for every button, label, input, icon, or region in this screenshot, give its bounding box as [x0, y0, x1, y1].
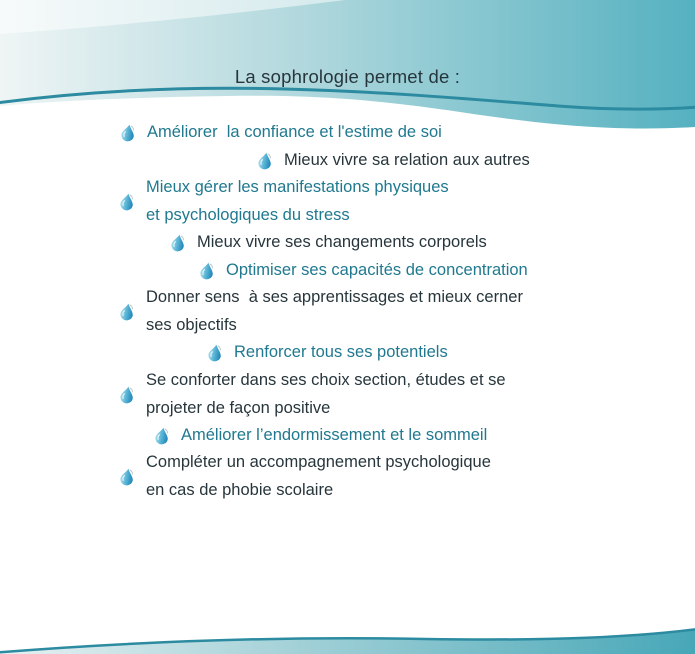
list-item — [200, 257, 528, 285]
list-item — [121, 119, 442, 147]
list-item — [208, 339, 448, 367]
list-item-text — [147, 119, 442, 147]
footer-wave — [0, 609, 695, 654]
list-item-line: Compléter un accompagnement psychologique — [146, 453, 491, 471]
list-item-line: et psychologiques du stress — [146, 205, 350, 224]
list-item-line: Se conforter dans ses choix section, études et se — [146, 371, 506, 389]
list-item-line: Mieux vivre sa relation aux autres — [284, 151, 530, 169]
list-item-text — [146, 449, 491, 504]
list-item-text — [234, 339, 448, 367]
list-item-line: projeter de façon positive — [146, 398, 331, 417]
list-item-text — [197, 229, 487, 257]
list-item-text — [181, 422, 487, 450]
water-droplet-icon — [121, 124, 135, 142]
list-item-line: Optimiser ses capacités de concentration — [226, 261, 528, 279]
list-item — [120, 174, 449, 229]
water-droplet-icon — [120, 468, 134, 486]
water-droplet-icon — [155, 427, 169, 445]
list-item-text — [146, 367, 506, 422]
list-item — [120, 284, 523, 339]
water-droplet-icon — [120, 303, 134, 321]
water-droplet-icon — [120, 193, 134, 211]
list-item — [120, 367, 506, 422]
water-droplet-icon — [200, 262, 214, 280]
list-item — [155, 422, 487, 450]
list-item-line: ses objectifs — [146, 315, 237, 334]
list-item-text — [146, 174, 449, 229]
list-item-line: Mieux gérer les manifestations physiques — [146, 178, 449, 196]
page-title: La sophrologie permet de : — [234, 66, 461, 87]
list-item-line: Améliorer la confiance et l'estime de soi — [147, 123, 442, 141]
list-item-line: Mieux vivre ses changements corporels — [197, 233, 487, 251]
list-item-line: Donner sens à ses apprentissages et mieux cerner — [146, 288, 523, 306]
water-droplet-icon — [258, 152, 272, 170]
water-droplet-icon — [120, 386, 134, 404]
list-item-text — [146, 284, 523, 339]
list-item — [171, 229, 487, 257]
list-item-line: en cas de phobie scolaire — [146, 480, 334, 499]
list-item-line: Renforcer tous ses potentiels — [234, 343, 448, 361]
list-item-line: Améliorer l’endormissement et le sommeil — [181, 426, 488, 444]
list-item-text — [226, 257, 528, 285]
list-item — [120, 449, 491, 504]
water-droplet-icon — [171, 234, 185, 252]
water-droplet-icon — [208, 344, 222, 362]
list-item-text — [284, 147, 530, 175]
list-item — [258, 147, 530, 175]
